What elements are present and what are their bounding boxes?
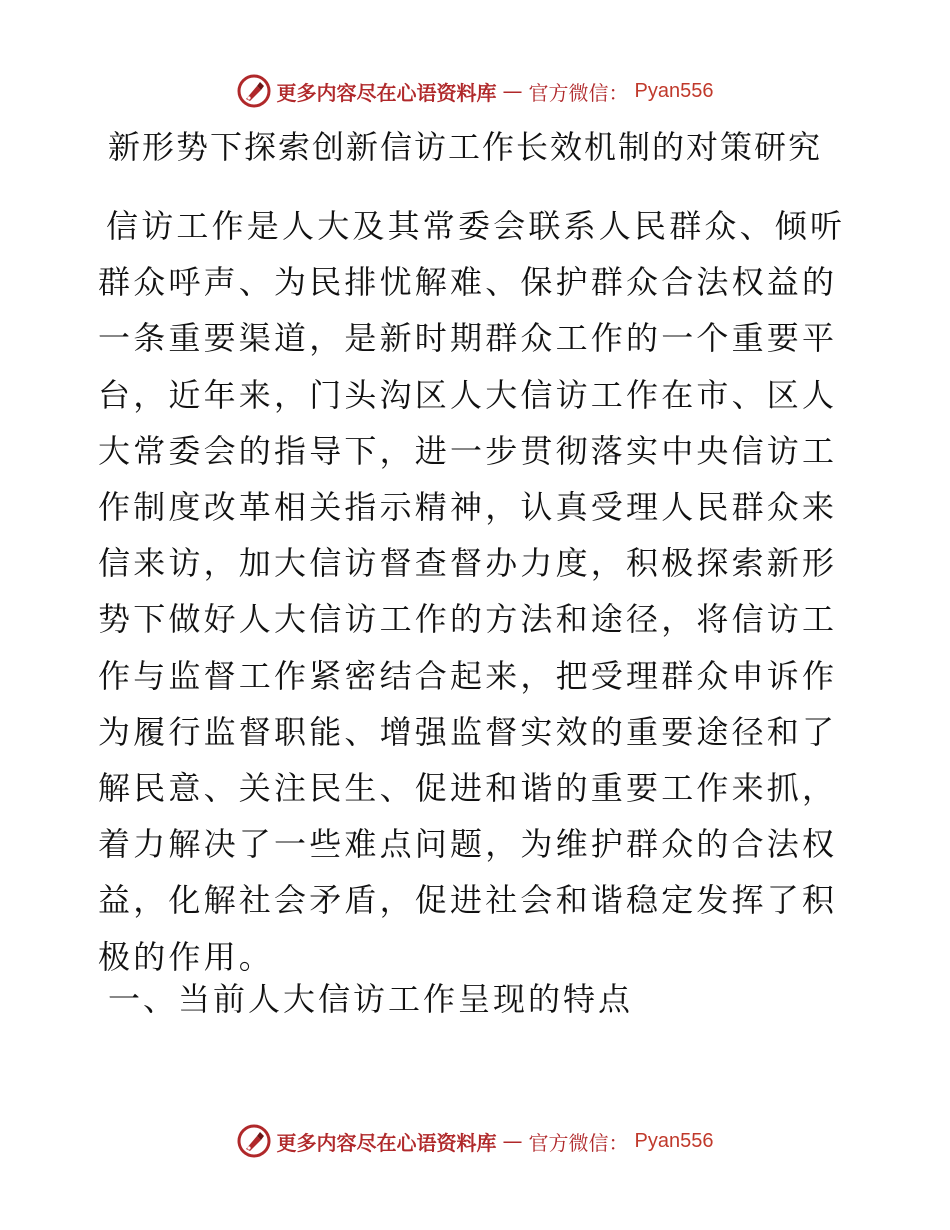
banner-wechat-id: Pyan556 (634, 1129, 714, 1152)
banner-wechat-label: 官方微信： (528, 80, 629, 105)
header-watermark-banner (0, 74, 950, 108)
fountain-pen-logo-icon (237, 74, 271, 108)
banner-wechat-label: 官方微信： (528, 1130, 629, 1155)
section-heading: 一、当前人大信访工作呈现的特点 (108, 980, 634, 1018)
banner-wechat-id: Pyan556 (634, 79, 714, 102)
fountain-pen-logo-icon (237, 1124, 271, 1158)
banner-main-text: 更多内容尽在心语资料库 (276, 80, 497, 105)
body-paragraph: 信访工作是人大及其常委会联系人民群众、倾听群众呼声、为民排忧解难、保护群众合法权益的一条重要渠道，是新时期群众工作的一个重要平台，近年来，门头沟区人大信访工作在市、区人大常委会的指导下，进一步贯彻落实中央信访工作制度改革相关指示精神，认真受理人民群众来信来访，加大信访督查督办力度，积极探索新形势下做好人大信访工作的方法和途径，将信访工作与监督工作紧密结合起来，把受理群众申诉作为履行监督职能、增强监督实效的重要途径和了解民意、关注民生、促进和谐的重要工作来抓，着力解决了一些难点问题，为维护群众的合法权益，化解社会矛盾，促进社会和谐稳定发挥了积极的作用。 (98, 207, 846, 976)
footer-watermark-banner (0, 1124, 950, 1158)
document-title: 新形势下探索创新信访工作长效机制的对策研究 (108, 128, 823, 166)
banner-dash: — (502, 1129, 523, 1153)
banner-main-text: 更多内容尽在心语资料库 (276, 1130, 497, 1155)
banner-dash: — (502, 79, 523, 103)
